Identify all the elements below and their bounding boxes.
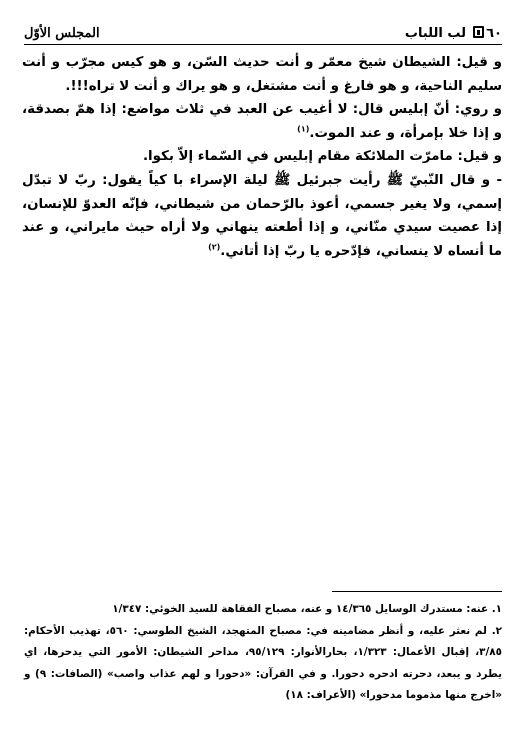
book-icon <box>473 26 484 38</box>
paragraph: و قيل: الشيطان شيخ معمّر و أنت حديث السّن، و هو كيس مجرّب و أنت سليم الناحية، و هو فارغ و أنت مشتغل، و هو يراك و أنت لا تراه!!!. <box>22 55 502 94</box>
page-header <box>24 24 502 46</box>
footnote-marker: (١) <box>297 124 310 134</box>
paragraph: - و قال النّبيّ ﷺ رأيت جبرئيل ﷺ ليلة الإسراء با كياً يقول: ربّ لا تبدّل إسمي، ولا يغير جسمي، أعوذ بالرّحمان من شيطاني، فإنّه العدوّ للإنسان، إذا عصيت سيدي منّاني، و إذا أطعته ينهاني ولا أراه حيث مايراني، و عند ما أنساه لا ينساني، فإدّحره يا ربّ إذا أتاني.$^{(٢)}$ <box>22 172 503 259</box>
paragraph: و روي: أنّ إبليس قال: لا أغيب عن العبد في ثلاث مواضع: إذا همّ بصدقة، و إذا خلا بإمرأة، و عند الموت.$^{(١)}$ <box>22 102 502 141</box>
footnote-divider <box>332 591 502 592</box>
footnote: ٢. لم نعثر عليه، و أنظر مضامينه في: مصباح المتهجد، الشيخ الطوسي: ٥٦٠، تهذيب الأحكام: ٣/٨٥، إقبال الأعمال: ١/٣٢٣، بحارالأنوار: ٩٥/١٢٩، مداحر الشيطان: الأمور التي يدحرها، اي يطرد و يبعد، دحرته ادحره دحورا. و في القرآن: «دحورا و لهم عذاب واصب» (الصافات: ٩) و «اخرج منها مذموما مدحورا» (الأعراف: ١٨) <box>24 624 502 701</box>
book-title: لب اللباب <box>404 26 466 41</box>
footnotes <box>24 599 502 707</box>
footnote-marker: (٢) <box>208 242 221 252</box>
section-title: المجلس الأوّل <box>24 26 100 41</box>
paragraph: و قيل: مامرّت الملائكة مقام إبليس في السّماء إلاّ بكوا. <box>142 149 502 165</box>
footnote: ١. عنه: مستدرك الوسايل ١٤/٣٦٥ و عنه، مصباح الفقاهة للسيد الخوئي: ١/٣٤٧ <box>112 603 502 615</box>
main-text <box>22 51 502 263</box>
page-number: ٦٠ <box>486 26 502 41</box>
header-divider <box>24 44 502 45</box>
